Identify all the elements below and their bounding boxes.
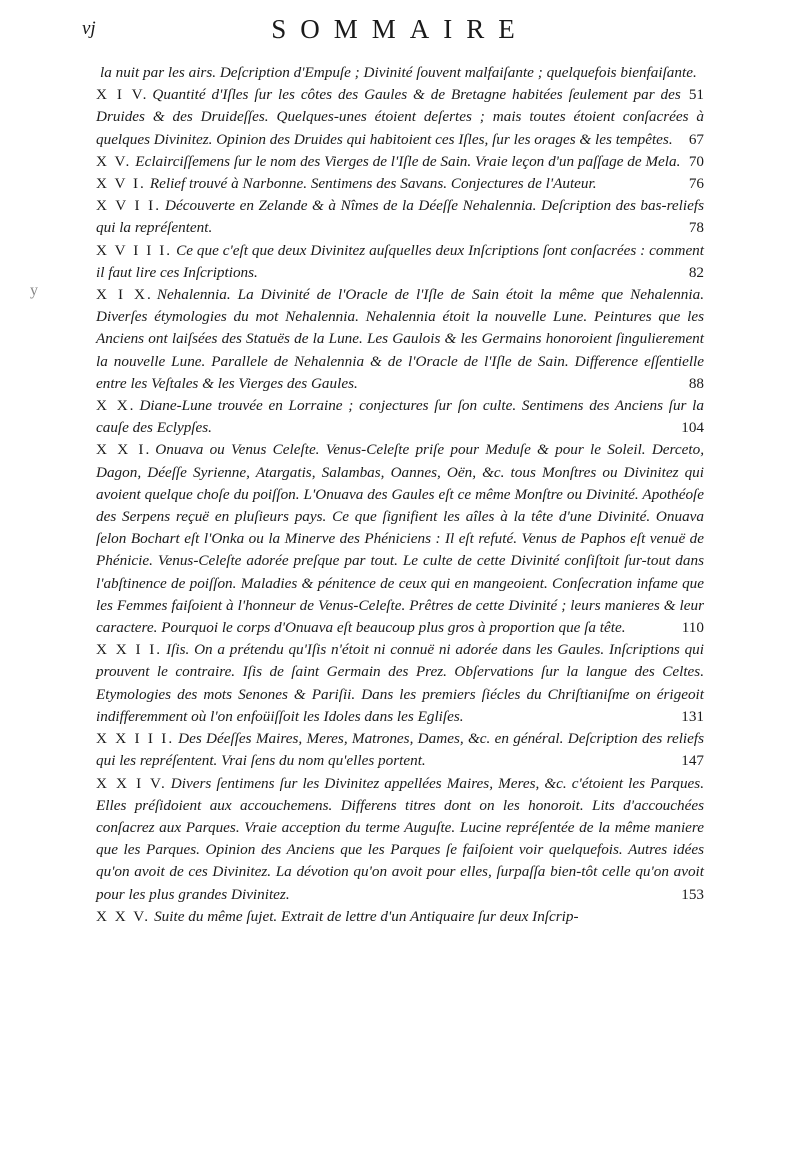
running-title: SOMMAIRE: [271, 14, 529, 44]
margin-mark: y: [30, 282, 38, 299]
entry-number: X V I I I.: [96, 241, 173, 259]
toc-entry: [96, 395, 704, 439]
toc-entry: [96, 151, 704, 173]
entry-text: Divers ſentimens ſur les Divinitez appellées Maires, Meres, &c. c'étoient les Parques. Elles préſidoient aux accouchemens. Differens titres dont on les honoroit. Lits d'accouchées conſacrez aux Parques. Vraie acception du terme Auguſte. Lucine repréſentée de la même maniere que les Parques. Opinion des Anciens que les Parques ſe faiſoient voir quelquefois. Autres idées qu'on avoit de ces Divinitez. La dévotion qu'on avoit pour elles, ſurpaſſa bien-tôt celle qu'on avoit pour les plus grandes Divinitez.: [96, 774, 704, 903]
entry-page: 51: [688, 86, 704, 104]
entry-number: X V I.: [96, 175, 146, 193]
entry-text: Ce que c'eſt que deux Divinitez auſquelles deux Inſcriptions ſont conſacrées : comment il faut lire ces Inſcriptions.: [96, 241, 704, 281]
entry-number: X X I I I.: [96, 730, 175, 748]
entry-page: 88: [688, 374, 704, 392]
folio-number: vj: [82, 18, 96, 39]
entry-page: 104: [681, 419, 704, 437]
entry-number: X I V.: [96, 86, 149, 104]
entry-page: 78: [688, 219, 704, 237]
entry-text: Quantité d'Iſles ſur les côtes des Gaules & de Bretagne habitées ſeulement par des Druides & des Druideſſes. Quelques-unes étoient deſertes ; mais toutes étoient conſacrées à quelques Divinitez. Opinion des Druides qui habitoient ces Iſles, ſur les orages & les tempêtes.: [96, 86, 704, 148]
table-of-contents: [96, 62, 704, 928]
entry-text: Nehalennia. La Divinité de l'Oracle de l'Iſle de Sain étoit la même que Nehalennia. Diverſes étymologies du mot Nehalennia. Nehalennia étoit la nouvelle Lune. Peintures que les Anciens ont laiſsées des Statuës de la Lune. Les Gaulois & les Germains honoroient ſingulierement la nouvelle Lune. Parallele de Nehalennia & de l'Oracle de l'Iſle de Sain. Difference eſſentielle entre les Veſtales & les Vierges des Gaules.: [96, 286, 704, 392]
entry-number: X X V.: [96, 907, 151, 925]
entry-text: Découverte en Zelande & à Nîmes de la Déeſſe Nehalennia. Deſcription des bas-reliefs qui la repréſentent.: [96, 197, 704, 237]
toc-entry: [96, 728, 704, 772]
toc-entry: [96, 195, 704, 239]
entry-number: X X I V.: [96, 774, 167, 792]
toc-entry: [96, 906, 704, 928]
page-header: [82, 14, 704, 54]
toc-entry: [96, 173, 704, 195]
entry-text: Relief trouvé à Narbonne. Sentimens des Savans. Conjectures de l'Auteur.: [149, 175, 597, 193]
entry-text: Suite du même ſujet. Extrait de lettre d'un Antiquaire ſur deux Inſcrip-: [154, 907, 579, 925]
toc-entry: [96, 240, 704, 284]
toc-entry: [96, 439, 704, 639]
toc-entry: [96, 284, 704, 395]
entry-page: 153: [681, 885, 704, 903]
entry-number: X V.: [96, 152, 132, 170]
toc-entry: [96, 773, 704, 906]
entry-page: 76: [688, 175, 704, 193]
entry-text: Diane-Lune trouvée en Lorraine ; conjectures ſur ſon culte. Sentimens des Anciens ſur la cauſe des Eclypſes.: [96, 397, 704, 437]
entry-text: la nuit par les airs. Deſcription d'Empuſe ; Divinité ſouvent malfaiſante ; quelquefois bienfaiſante.: [100, 64, 697, 81]
entry-page: 67: [688, 130, 704, 148]
toc-entry: [96, 639, 704, 728]
toc-entry: [96, 84, 704, 151]
entry-text: Des Déeſſes Maires, Meres, Matrones, Dames, &c. en général. Deſcription des reliefs qui les repréſentent. Vrai ſens du nom qu'elles portent.: [96, 730, 705, 770]
entry-page: 147: [681, 752, 704, 770]
entry-page: 110: [681, 619, 704, 637]
entry-page: 82: [688, 263, 704, 281]
entry-text: Iſis. On a prétendu qu'Iſis n'étoit ni connuë ni adorée dans les Gaules. Inſcriptions qui prouvent le contraire. Iſis de ſaint Germain des Prez. Obſervations ſur la langue des Celtes. Etymologies des mots Senones & Pariſii. Dans les premiers ſiécles du Chriſtianiſme on érigeoit indifferemment où l'on enfoüiſſoit les Idoles dans les Egliſes.: [96, 641, 704, 725]
entry-page: 131: [681, 707, 704, 725]
entry-number: X I X.: [96, 286, 153, 304]
entry-number: X X.: [96, 397, 136, 415]
entry-text: Onuava ou Venus Celeſte. Venus-Celeſte priſe pour Meduſe & pour le Soleil. Derceto, Dagon, Déeſſe Syrienne, Atargatis, Salambas, Oannes, Oën, &c. tous Monſtres ou Divinitez qui avoient quelque choſe du poiſſon. L'Onuava des Gaules eſt ce même Monſtre ou Divinité. Apothéoſe des Serpens reçuë en pluſieurs pays. Ce que ſignifient les aîles à la tête d'une Divinité. Onuava ſelon Bochart eſt l'Onka ou la Minerve des Phéniciens : Il eſt refuté. Venus de Paphos eſt venuë de Phénicie. Venus-Celeſte adorée preſque par tout. Le culte de cette Divinité conſiſtoit ſur-tout dans l'abſtinence de poiſſon. Maladies & pénitence de ceux qui en mangeoient. Conſecration infame que les Femmes faiſoient à l'honneur de Venus-Celeſte. Prêtres de cette Divinité ; leurs manieres & leur caractere. Pourquoi le corps d'Onuava eſt beaucoup plus gros à proportion que ſa tête.: [96, 441, 704, 637]
entry-number: X V I I.: [96, 197, 162, 215]
entry-page: 70: [688, 152, 704, 170]
entry-text: Eclairciſſemens ſur le nom des Vierges de l'Iſle de Sain. Vraie leçon d'un paſſage de Mela.: [135, 152, 681, 170]
entry-number: X X I.: [96, 441, 152, 459]
entry-number: X X I I.: [96, 641, 163, 659]
